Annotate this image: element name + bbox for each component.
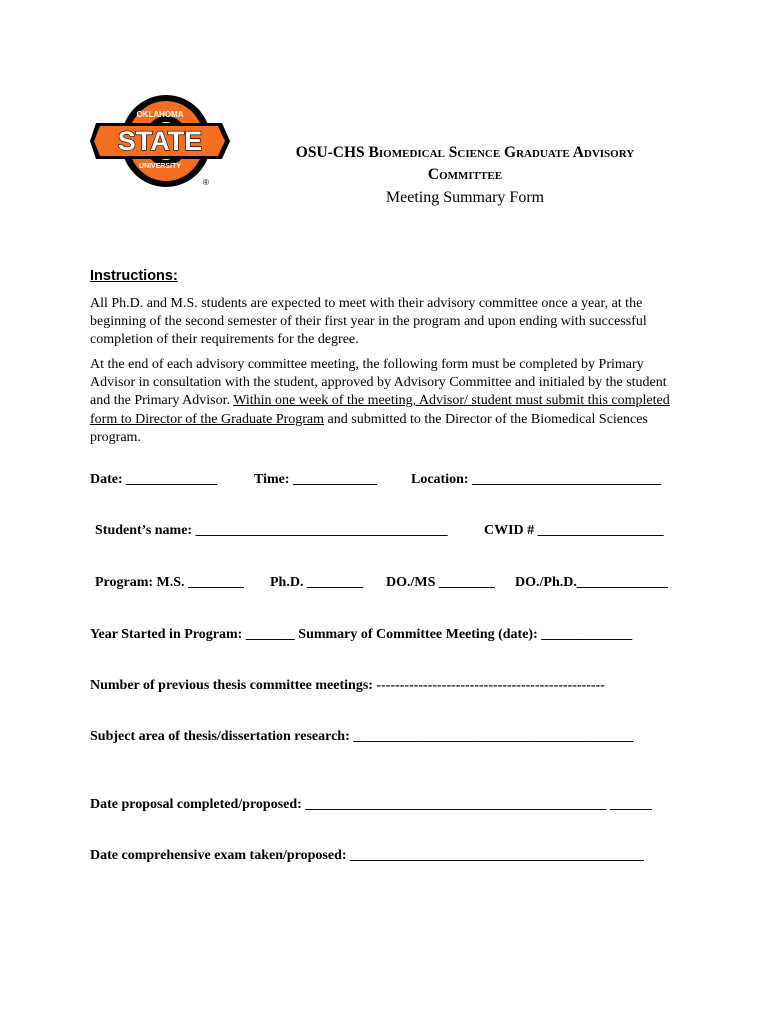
- subject-area-field[interactable]: Subject area of thesis/dissertation research: ________________________________________: [90, 729, 634, 744]
- form-subtitle: Meeting Summary Form: [385, 189, 545, 206]
- registered-mark: ®: [203, 178, 209, 187]
- instructions-submission-deadline: Within one week of the meeting, Advisor/ student must submit this completed form to Director of the Graduate Program: [90, 393, 670, 427]
- year-started-field[interactable]: Year Started in Program: _______ Summary of Committee Meeting (date): _____________: [90, 627, 633, 642]
- instructions-paragraph-2-start: At the end of each advisory committee meeting, the following form must be completed by Primary Advisor in consultation with the student, approved by Advisory Committee and initialed by the student and the Primary Advisor.: [90, 357, 667, 409]
- date-comprehensive-exam-field[interactable]: Date comprehensive exam taken/proposed: __________________________________________: [90, 848, 645, 863]
- date-field[interactable]: Date: _____________: [90, 472, 218, 487]
- instructions-paragraph-1: All Ph.D. and M.S. students are expected to meet with their advisory committee once a year, at the beginning of the second semester of their first year in the program and upon ending with successful completion of their requirements for the degree.: [90, 296, 647, 348]
- form-title: [250, 142, 680, 186]
- program-ms-field[interactable]: Program: M.S. ________: [95, 575, 245, 590]
- logo-bottom-text: UNIVERSITY: [138, 163, 182, 170]
- program-do-ms-field[interactable]: DO./MS ________: [386, 575, 495, 590]
- program-do-phd-field[interactable]: DO./Ph.D._____________: [515, 575, 668, 590]
- logo-top-text: OKLAHOMA: [136, 110, 184, 119]
- date-proposal-field[interactable]: Date proposal completed/proposed: ___________________________________________ ______: [90, 797, 652, 812]
- instructions-paragraph-2-end: and submitted to the Director of the Biomedical Sciences program.: [90, 411, 648, 445]
- form-title-line2: Committee: [427, 166, 503, 183]
- time-field[interactable]: Time: ____________: [254, 472, 378, 487]
- instructions-paragraph-2: [90, 356, 682, 447]
- cwid-field[interactable]: CWID # __________________: [484, 523, 664, 538]
- student-name-field[interactable]: Student’s name: ____________________________________: [95, 523, 448, 538]
- instructions-heading: Instructions:: [90, 268, 178, 284]
- program-phd-field[interactable]: Ph.D. ________: [270, 575, 363, 590]
- logo-main-text: STATE: [117, 126, 203, 156]
- osu-logo: [90, 93, 230, 189]
- previous-meetings-field[interactable]: Number of previous thesis committee meetings: -------------------------------------------------: [90, 678, 605, 693]
- location-field[interactable]: Location: ___________________________: [411, 472, 662, 487]
- form-title-line1: OSU-CHS Biomedical Science Graduate Advisory: [295, 144, 635, 161]
